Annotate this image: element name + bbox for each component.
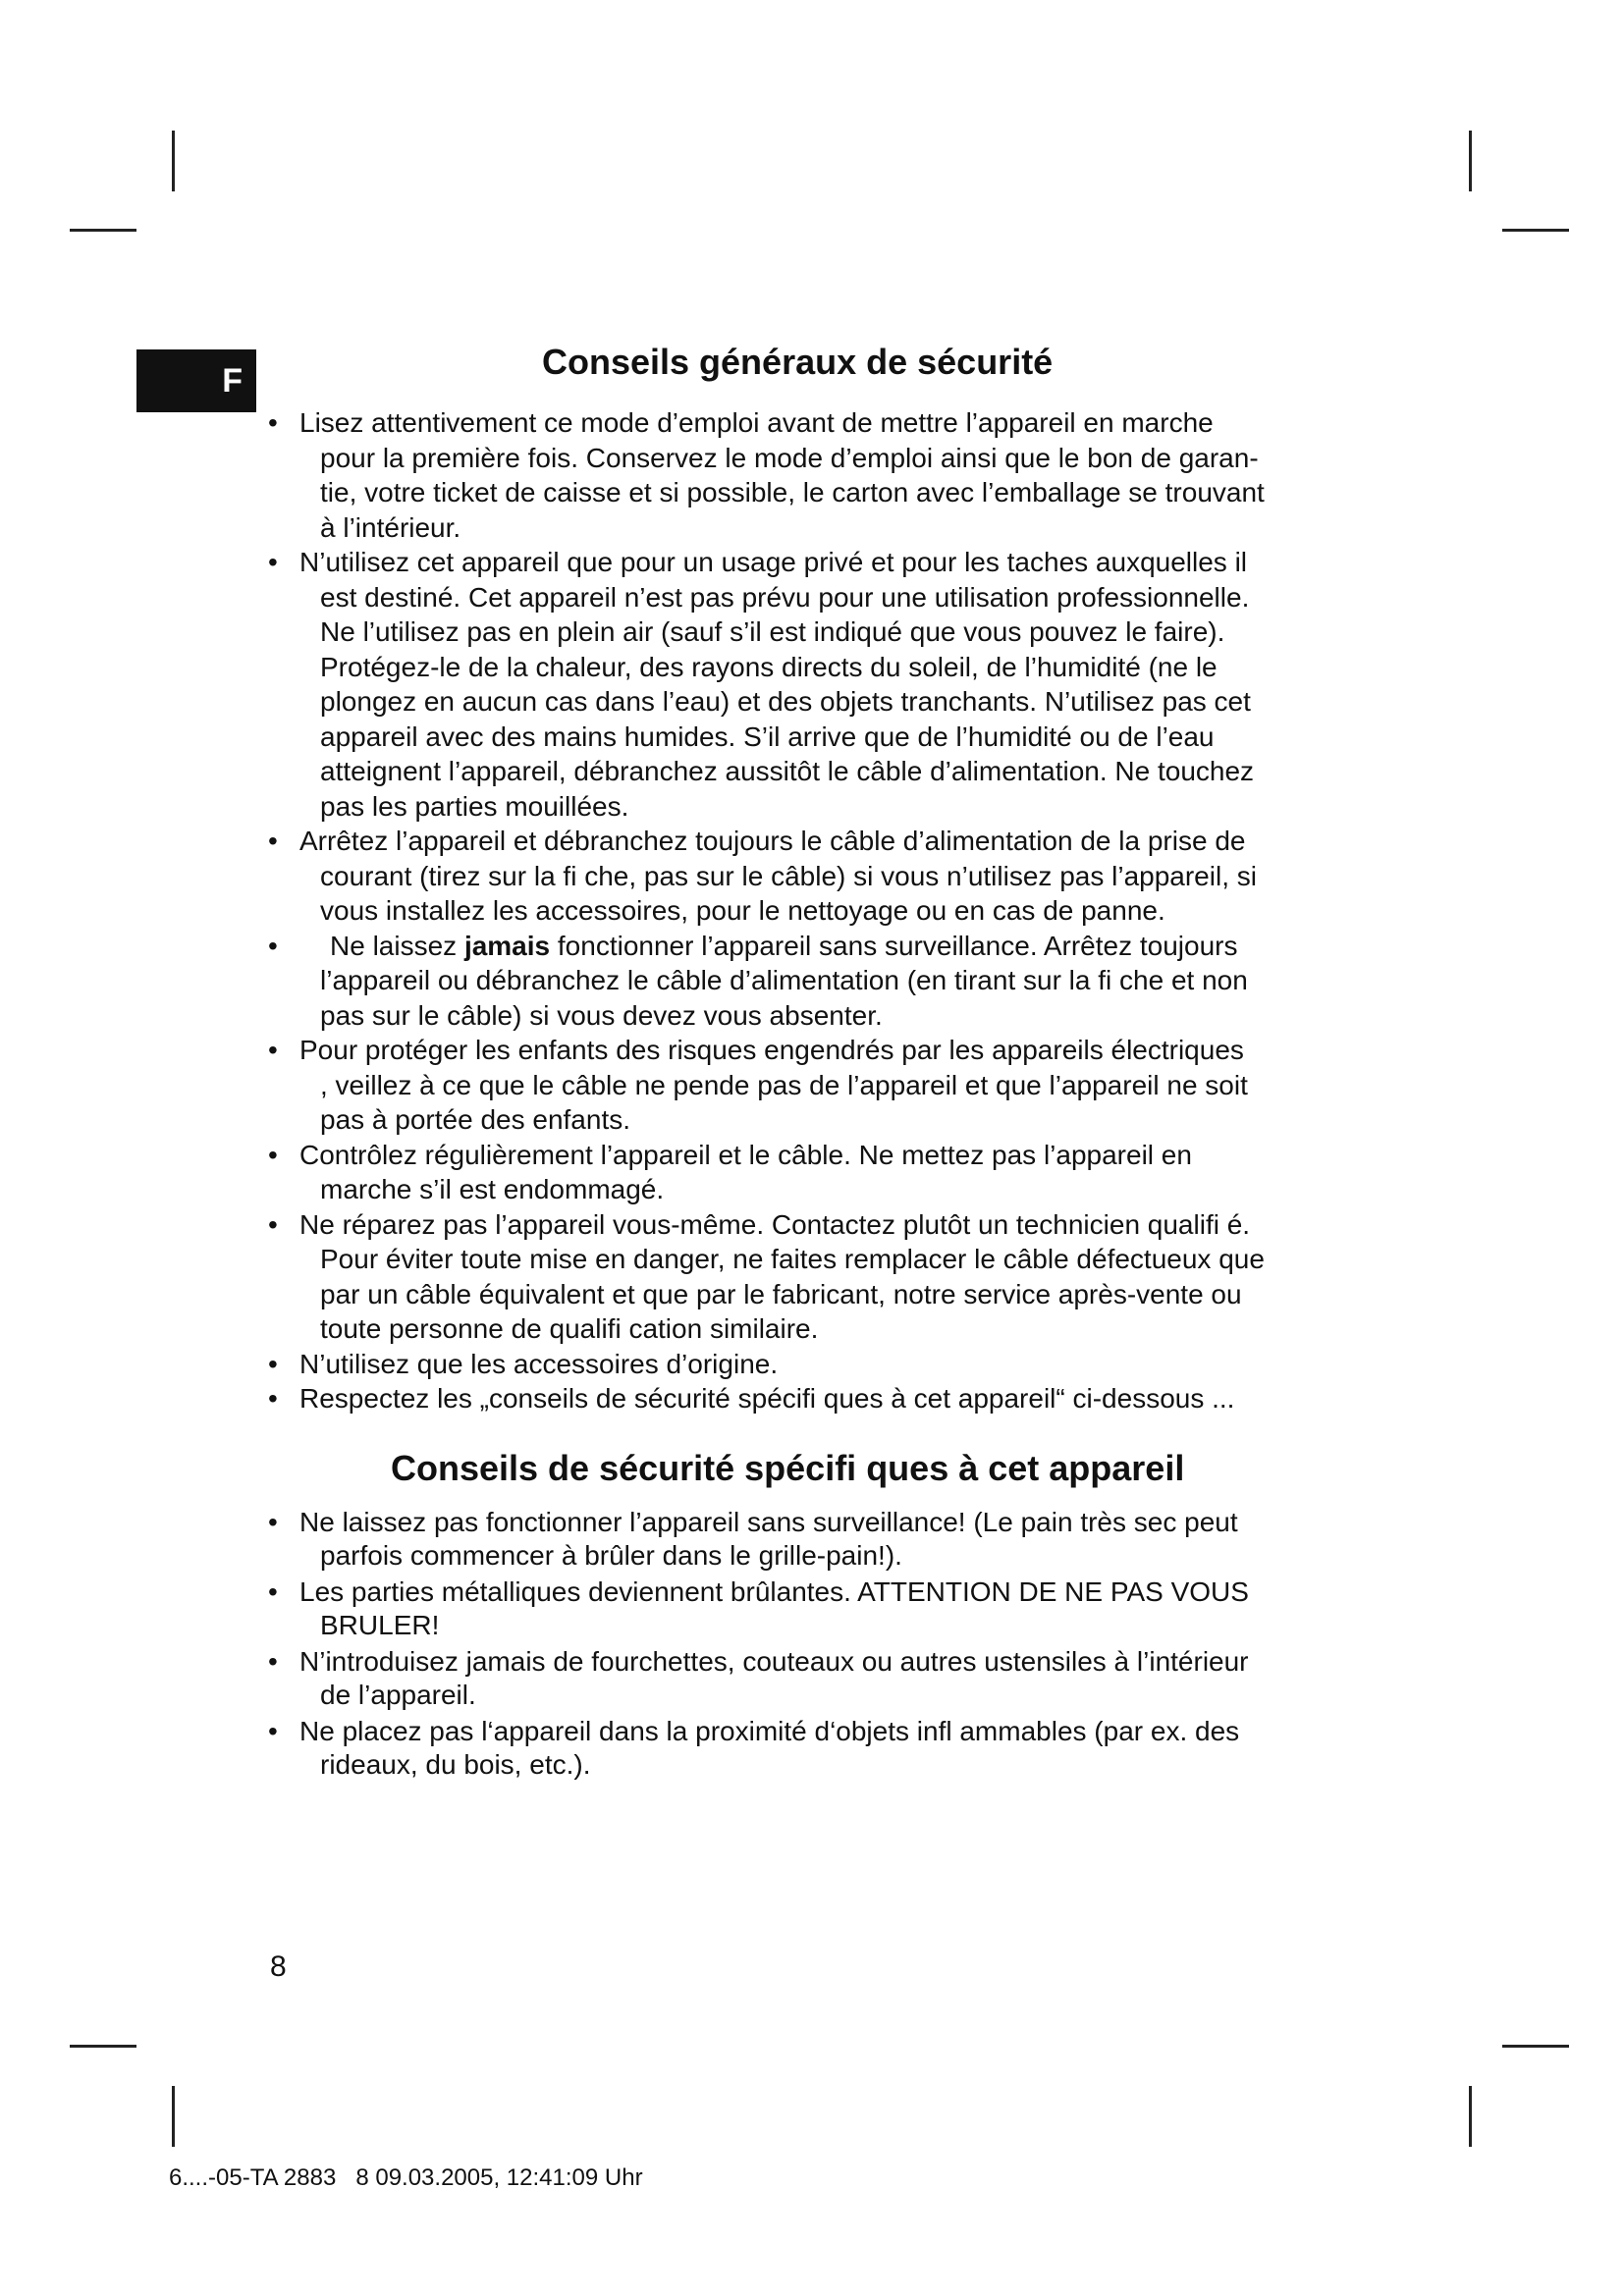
- section-title-general-safety: Conseils généraux de sécurité: [542, 342, 1054, 382]
- list-item: • Pour protéger les enfants des risques engendrés par les appareils électriques , veillez à ce que le câble ne pende pas de l’appareil et que l’appareil ne soit pas à portée des enfants.: [257, 1033, 1377, 1138]
- list-item-text: fonctionner l’appareil sans surveillance. Arrêtez toujours l’appareil ou débranchez le câble d’alimentation (en tirant sur la fi che et non pas sur le câble) si vous devez vous absenter.: [320, 930, 1248, 1031]
- list-item: • N’introduisez jamais de fourchettes, couteaux ou autres ustensiles à l’intérieur de l’appareil.: [257, 1645, 1377, 1712]
- list-item: • Ne placez pas l‘appareil dans la proximité d‘objets infl ammables (par ex. des rideaux, du bois, etc.).: [257, 1715, 1377, 1782]
- crop-mark-bottom-left-horizontal: [70, 2045, 136, 2048]
- crop-mark-top-right-vertical: [1469, 131, 1472, 191]
- crop-mark-top-right-horizontal: [1502, 229, 1569, 232]
- general-safety-list: [257, 405, 1377, 1416]
- list-item: [257, 929, 1377, 1034]
- list-item: • Arrêtez l’appareil et débranchez toujours le câble d’alimentation de la prise de courant (tirez sur la fi che, pas sur le câble) si vous n’utilisez pas l’appareil, si vous installez les accessoires, pour le nettoyage ou en cas de panne.: [257, 824, 1377, 929]
- list-item: • Ne laissez pas fonctionner l’appareil sans surveillance! (Le pain très sec peut parfois commencer à brûler dans le grille-pain!).: [257, 1506, 1377, 1573]
- list-item: • Ne réparez pas l’appareil vous-même. Contactez plutôt un technicien qualifi é. Pour éviter toute mise en danger, ne faites remplacer le câble défectueux que par un câble équivalent et que par le fabricant, notre service après-vente ou toute personne de qualifi cation similaire.: [257, 1207, 1377, 1347]
- list-item-text: Ne laissez: [330, 930, 464, 961]
- specific-safety-list: [257, 1506, 1377, 1785]
- list-item: • N’utilisez cet appareil que pour un usage privé et pour les taches auxquelles il est destiné. Cet appareil n’est pas prévu pour une utilisation professionnelle. Ne l’utilisez pas en plein air (sauf s’il est indiqué que vous pouvez le faire). Protégez-le de la chaleur, des rayons directs du soleil, de l’humidité (ne le plongez en aucun cas dans l’eau) et des objets tranchants. N’utilisez pas cet appareil avec des mains humides. S’il arrive que de l’humidité ou de l’eau atteignent l’appareil, débranchez aussitôt le câble d’alimentation. Ne touchez pas les parties mouillées.: [257, 545, 1377, 824]
- emphasis-text: jamais: [463, 930, 551, 961]
- list-item: • Contrôlez régulièrement l’appareil et le câble. Ne mettez pas l’appareil en marche s’il est endommagé.: [257, 1138, 1377, 1207]
- page-number: 8: [270, 1950, 287, 1983]
- crop-mark-bottom-left-vertical: [172, 2086, 175, 2147]
- list-item: • Les parties métalliques deviennent brûlantes. ATTENTION DE NE PAS VOUS BRULER!: [257, 1575, 1377, 1642]
- section-title-specific-safety: Conseils de sécurité spécifi ques à cet appareil: [391, 1448, 1185, 1488]
- crop-mark-bottom-right-vertical: [1469, 2086, 1472, 2147]
- list-item: • Lisez attentivement ce mode d’emploi avant de mettre l’appareil en marche pour la première fois. Conservez le mode d’emploi ainsi que le bon de garan- tie, votre ticket de caisse et si possible, le carton avec l’emballage se trouvant à l’intérieur.: [257, 405, 1377, 545]
- print-footer: 6....-05-TA 2883 8 09.03.2005, 12:41:09 Uhr: [169, 2164, 643, 2191]
- crop-mark-bottom-right-horizontal: [1502, 2045, 1569, 2048]
- list-item: • Respectez les „conseils de sécurité spécifi ques à cet appareil“ ci-dessous ...: [257, 1381, 1377, 1416]
- language-tab: F: [136, 349, 256, 412]
- crop-mark-top-left-horizontal: [70, 229, 136, 232]
- crop-mark-top-left-vertical: [172, 131, 175, 191]
- list-item: • N’utilisez que les accessoires d’origine.: [257, 1347, 1377, 1382]
